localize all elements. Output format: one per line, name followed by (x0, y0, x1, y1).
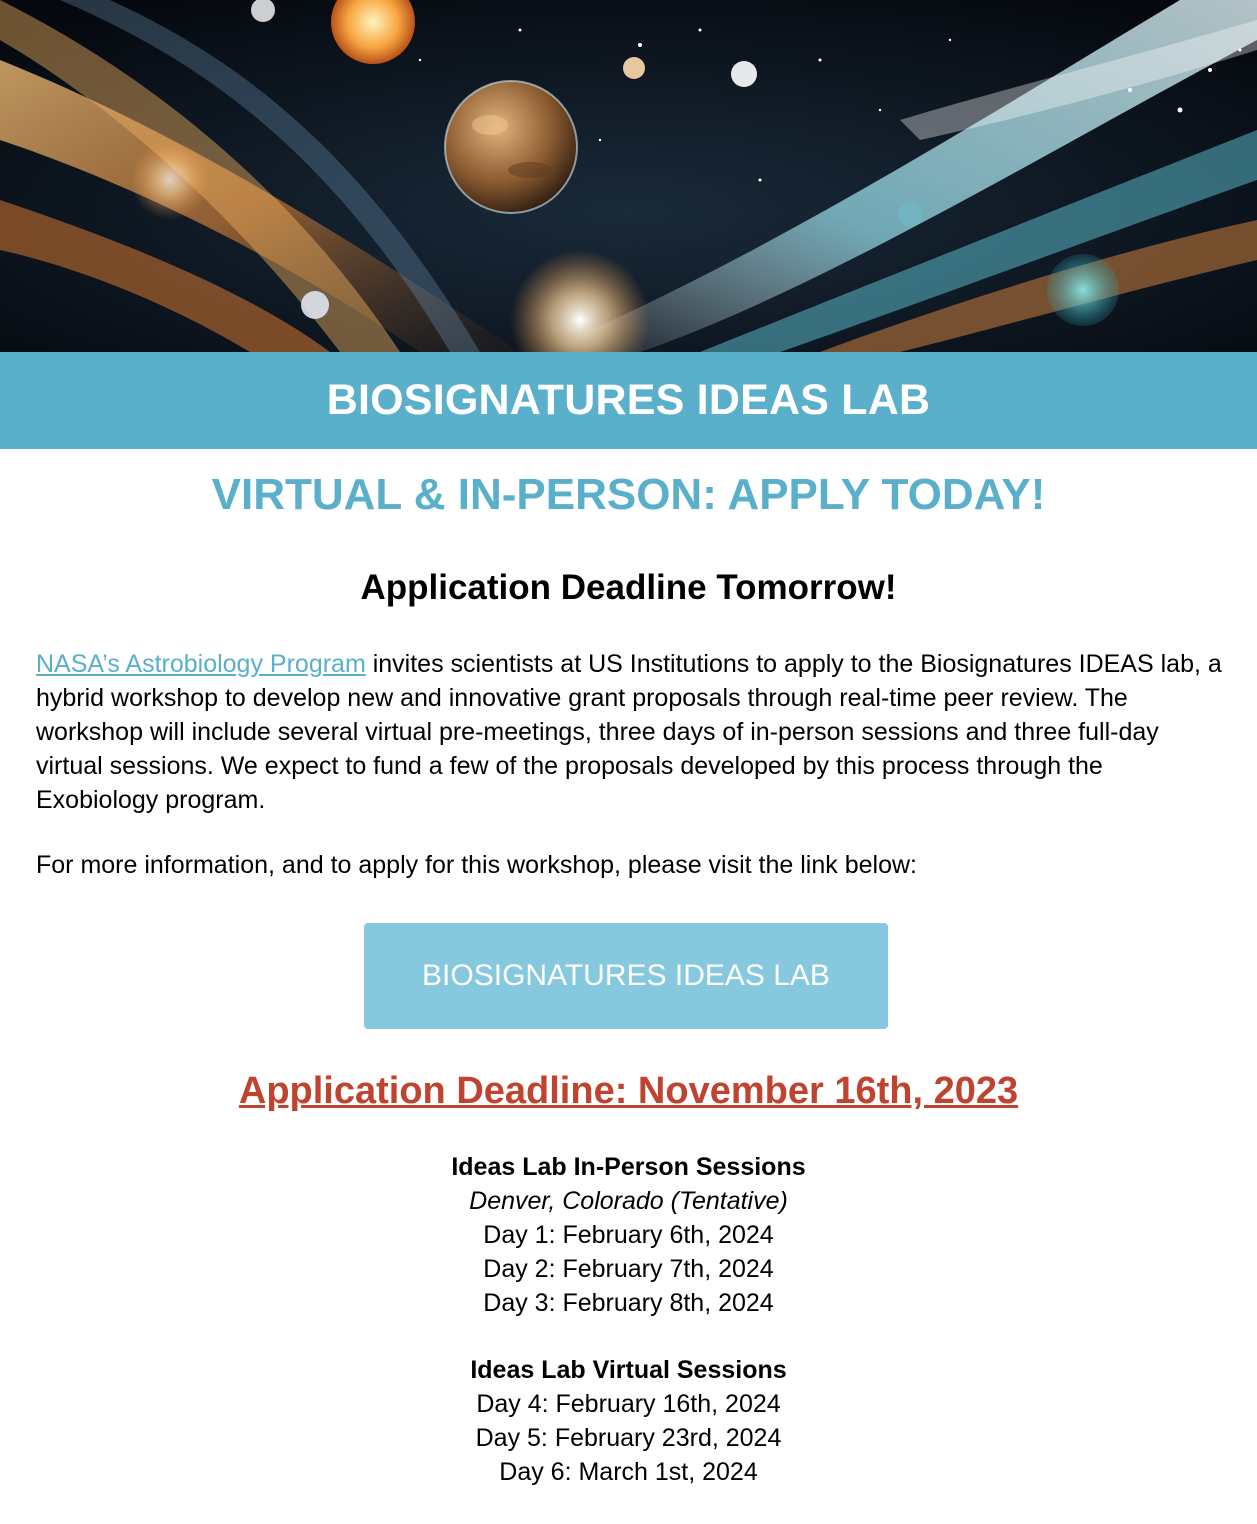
intro-text: invites scientists at US Institutions to apply to the Biosignatures IDEAS lab, a hybrid workshop to develop new and innovative grant proposals through real-time peer review. The workshop will include several virtual pre-meetings, three days of in-person sessions and three full-day virtual sessions. We expect to fund a few of the proposals developed by this process through the Exobiology program. (36, 650, 1222, 814)
application-deadline-link[interactable]: Application Deadline: November 16th, 2023 (238, 1070, 1019, 1112)
intro-paragraph (36, 647, 1226, 817)
in-person-day: Day 3: February 8th, 2024 (483, 1289, 774, 1317)
virtual-day: Day 6: March 1st, 2024 (499, 1458, 758, 1486)
virtual-day: Day 4: February 16th, 2024 (476, 1390, 781, 1418)
banner-title: BIOSIGNATURES IDEAS LAB (326, 376, 931, 424)
hero-image (0, 0, 1257, 352)
astrobiology-program-link[interactable]: NASA’s Astrobiology Program (36, 650, 366, 678)
biosignatures-ideas-lab-button[interactable]: BIOSIGNATURES IDEAS LAB (364, 923, 888, 1029)
space-illustration-icon (0, 0, 1257, 352)
in-person-sessions-heading: Ideas Lab In-Person Sessions (451, 1153, 806, 1181)
more-info-text: For more information, and to apply for this workshop, please visit the link below: (36, 851, 917, 879)
in-person-day: Day 1: February 6th, 2024 (483, 1221, 774, 1249)
in-person-location: Denver, Colorado (Tentative) (469, 1187, 788, 1215)
subheading: VIRTUAL & IN-PERSON: APPLY TODAY! (211, 470, 1046, 519)
deadline-tomorrow-heading: Application Deadline Tomorrow! (360, 568, 897, 607)
spacer (0, 1320, 1257, 1353)
in-person-day: Day 2: February 7th, 2024 (483, 1255, 774, 1283)
virtual-sessions-heading: Ideas Lab Virtual Sessions (470, 1356, 787, 1384)
application-deadline (0, 1070, 1257, 1113)
sessions-list (0, 1150, 1257, 1489)
title-banner (0, 352, 1257, 449)
virtual-day: Day 5: February 23rd, 2024 (475, 1424, 782, 1452)
